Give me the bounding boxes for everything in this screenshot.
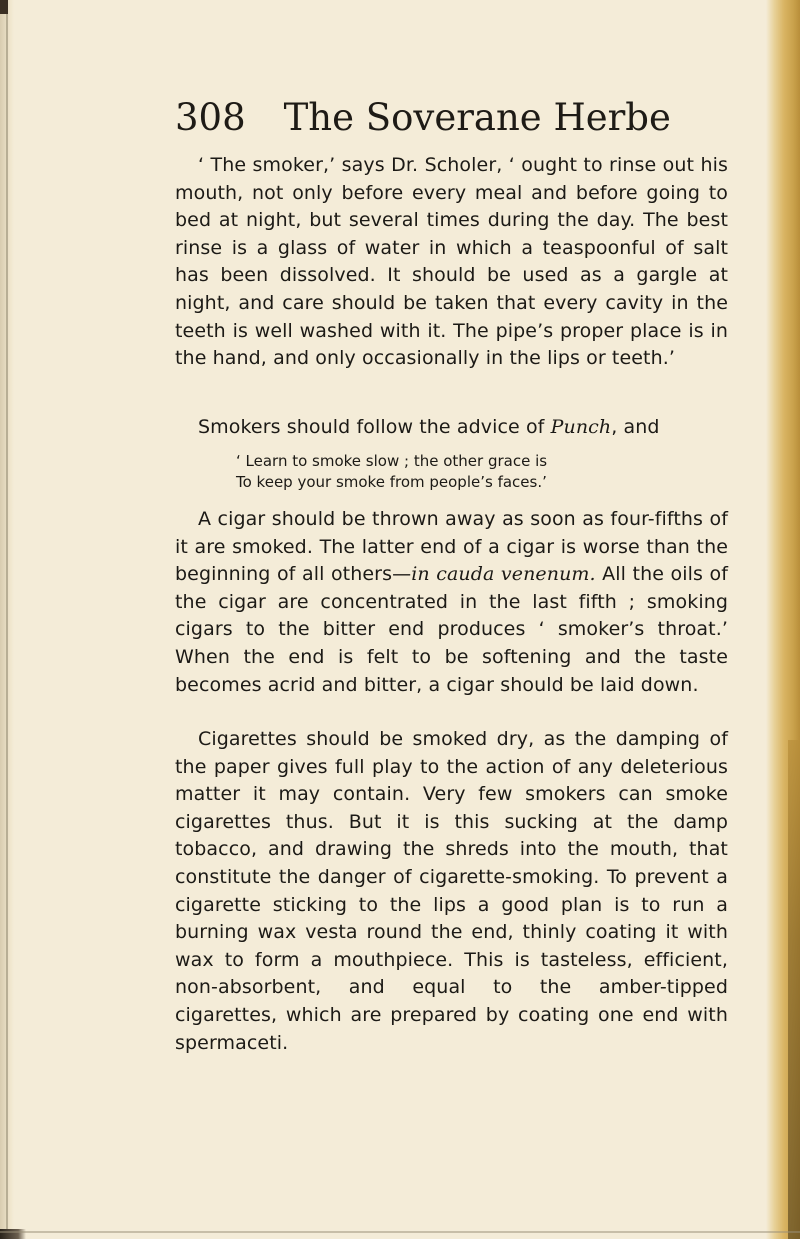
page-number: 308 [175,96,246,139]
paragraph-cigarettes [175,726,728,1057]
verse-line-2: To keep your smoke from people’s faces.’ [236,473,547,491]
latin-phrase: in cauda venenum. [411,563,596,586]
binding-rule [6,0,8,1239]
paragraph-rinse-text: ‘ The smoker,’ says Dr. Scholer, ‘ ought to rinse out his mouth, not only before every meal and before going to bed at night, but several times during the day. The best rinse is a glass of water in which a teaspoonful of salt has been dissolved. It should be used as a gargle at night, and care should be taken that every cavity in the teeth is well washed with it. The pipe’s proper place is in the hand, and only occasionally in the lips or teeth.’ [175,154,728,370]
paragraph-rinse [175,152,728,373]
stained-page-edge-dark [788,740,800,1239]
verse-quote [236,451,706,493]
paragraph-cigarettes-text: Cigarettes should be smoked dry, as the damping of the paper gives full play to the action of any deleterious matter it may contain. Very few smokers can smoke cigarettes thus. But it is this sucking at the damp tobacco, and drawing the shreds into the mouth, that constitute the danger of cigarette-smoking. To prevent a cigarette sticking to the lips a good plan is to run a burning wax vesta round the end, thinly coating it with wax to form a mouthpiece. This is tasteless, efficient, non-absorbent, and equal to the amber-tipped cigarettes, which are prepared by coating one end with spermaceti. [175,728,728,1054]
running-header [175,96,671,156]
paragraph-cigar-end: All the oils of the cigar are concentrated in the last fifth ; smoking cigars to the bitter end produces ‘ smoker’s throat.’ When the end is felt to be softening and the taste becomes acrid and bitter, a cigar should be laid down. [175,563,729,696]
corner-mark-top [0,0,8,14]
paragraph-punch [175,414,728,442]
paragraph-cigar-text: A cigar should be thrown away as soon as four-fifths of it are smoked. The latter end of a cigar is worse than the beginning of all others— [175,508,728,586]
paragraph-punch-text: Smokers should follow the advice of [198,416,551,438]
bottom-edge [0,1231,800,1233]
running-title: The Soverane Herbe [283,96,671,139]
paragraph-cigar [175,506,728,699]
paragraph-punch-end: , and [611,416,660,438]
verse-line-1: ‘ Learn to smoke slow ; the other grace is [236,452,548,470]
punch-title: Punch [550,416,612,438]
